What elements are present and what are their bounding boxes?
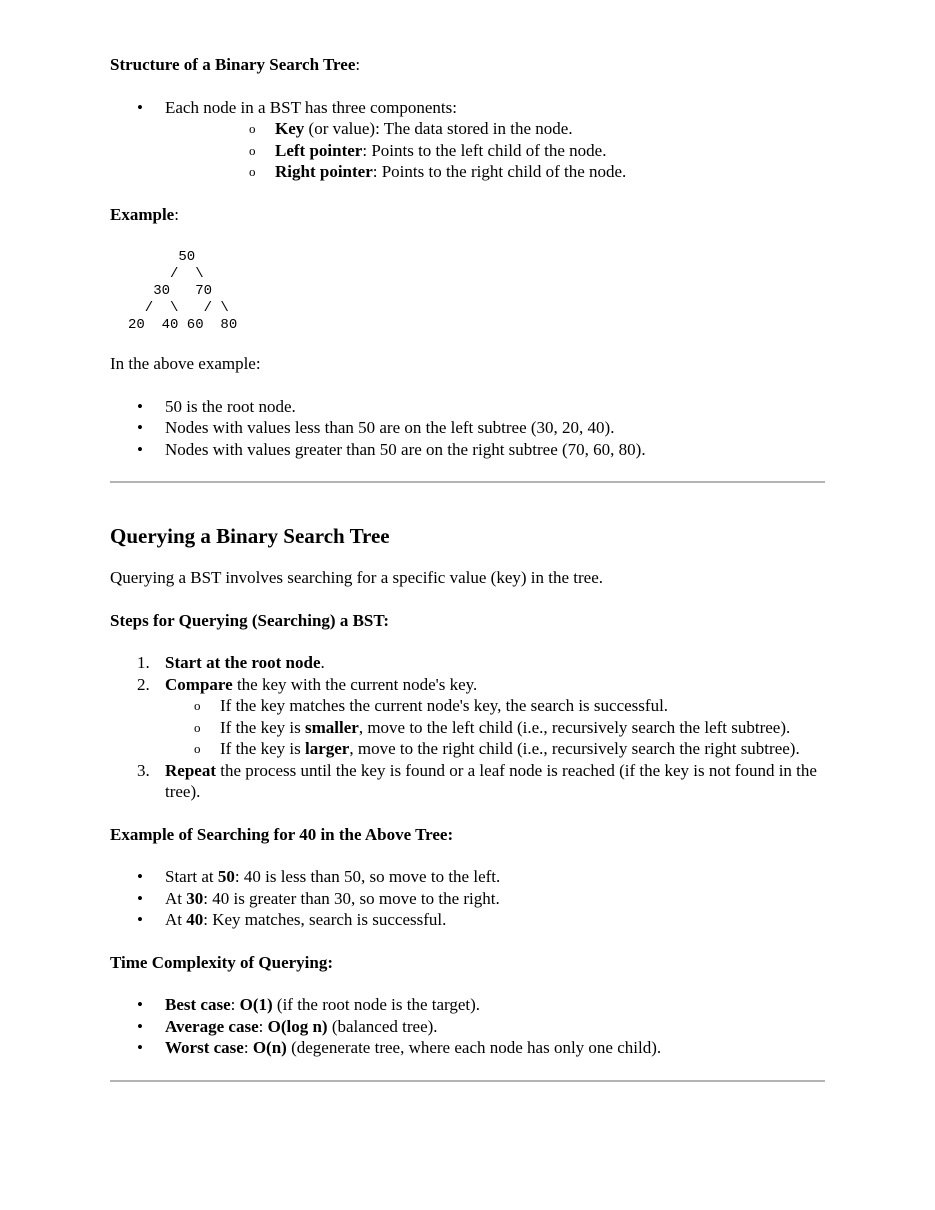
- list-item: • Average case: O(log n) (balanced tree).: [110, 1016, 826, 1038]
- search-example-heading: Example of Searching for 40 in the Above Tree:: [110, 824, 454, 844]
- tree-diagram: 50 / \ 30 70 / \ / \ 20 40 60 80: [128, 249, 238, 333]
- structure-list: [110, 97, 826, 183]
- list-item: • Nodes with values greater than 50 are on the right subtree (70, 60, 80).: [110, 439, 826, 461]
- steps-heading: Steps for Querying (Searching) a BST:: [110, 610, 390, 630]
- compare-sublist: [110, 695, 826, 760]
- list-item: 3. Repeat the process until the key is found or a leaf node is reached (if the key is not found in the tree).: [137, 760, 817, 801]
- example-heading: Example:: [110, 204, 179, 224]
- querying-intro: Querying a BST involves searching for a specific value (key) in the tree.: [110, 568, 603, 587]
- structure-heading: Structure of a Binary Search Tree:: [110, 55, 361, 74]
- list-item: • Worst case: O(n) (degenerate tree, where each node has only one child).: [110, 1037, 826, 1059]
- document-page: [110, 54, 826, 1082]
- list-item: • At 40: Key matches, search is successful.: [110, 909, 826, 931]
- list-item: o Key (or value): The data stored in the node.: [165, 118, 826, 140]
- steps-list: [110, 652, 826, 803]
- section-divider: [110, 1080, 825, 1082]
- list-item: • Start at 50: 40 is less than 50, so move to the left.: [110, 866, 826, 888]
- list-item: o Left pointer: Points to the left child of the node.: [165, 140, 826, 162]
- section-divider: [110, 481, 825, 483]
- list-item: o If the key is smaller, move to the left child (i.e., recursively search the left subtree).: [110, 717, 826, 739]
- example-points-list: [110, 396, 826, 461]
- list-item: • At 30: 40 is greater than 30, so move to the right.: [110, 888, 826, 910]
- complexity-heading: Time Complexity of Querying:: [110, 952, 334, 972]
- components-list: [165, 118, 826, 183]
- search-steps-list: [110, 866, 826, 931]
- list-item: • 50 is the root node.: [110, 396, 826, 418]
- list-item: o If the key matches the current node's key, the search is successful.: [110, 695, 826, 717]
- list-item: o If the key is larger, move to the right child (i.e., recursively search the right subtree).: [110, 738, 826, 760]
- complexity-list: [110, 994, 826, 1059]
- list-item: • Best case: O(1) (if the root node is the target).: [110, 994, 826, 1016]
- list-item: • Each node in a BST has three components: o Key (or value): The data stored in the node. o Left pointer: Points to the left child of the node. o Right pointer: Points to the right child of the node.: [110, 97, 826, 183]
- list-item: 1. Start at the root node.: [137, 653, 325, 672]
- example-lead: In the above example:: [110, 354, 261, 373]
- querying-heading: Querying a Binary Search Tree: [110, 524, 390, 548]
- list-item: 2. Compare the key with the current node's key. o If the key matches the current node's key, the search is successful. o If the key is smaller, move to the left child (i.e., recursively search the left subtree). o If the key is larger, move to the right child (i.e., recursively search the right subtree).: [110, 674, 826, 760]
- list-item: o Right pointer: Points to the right child of the node.: [165, 161, 826, 183]
- list-item: • Nodes with values less than 50 are on the left subtree (30, 20, 40).: [110, 417, 826, 439]
